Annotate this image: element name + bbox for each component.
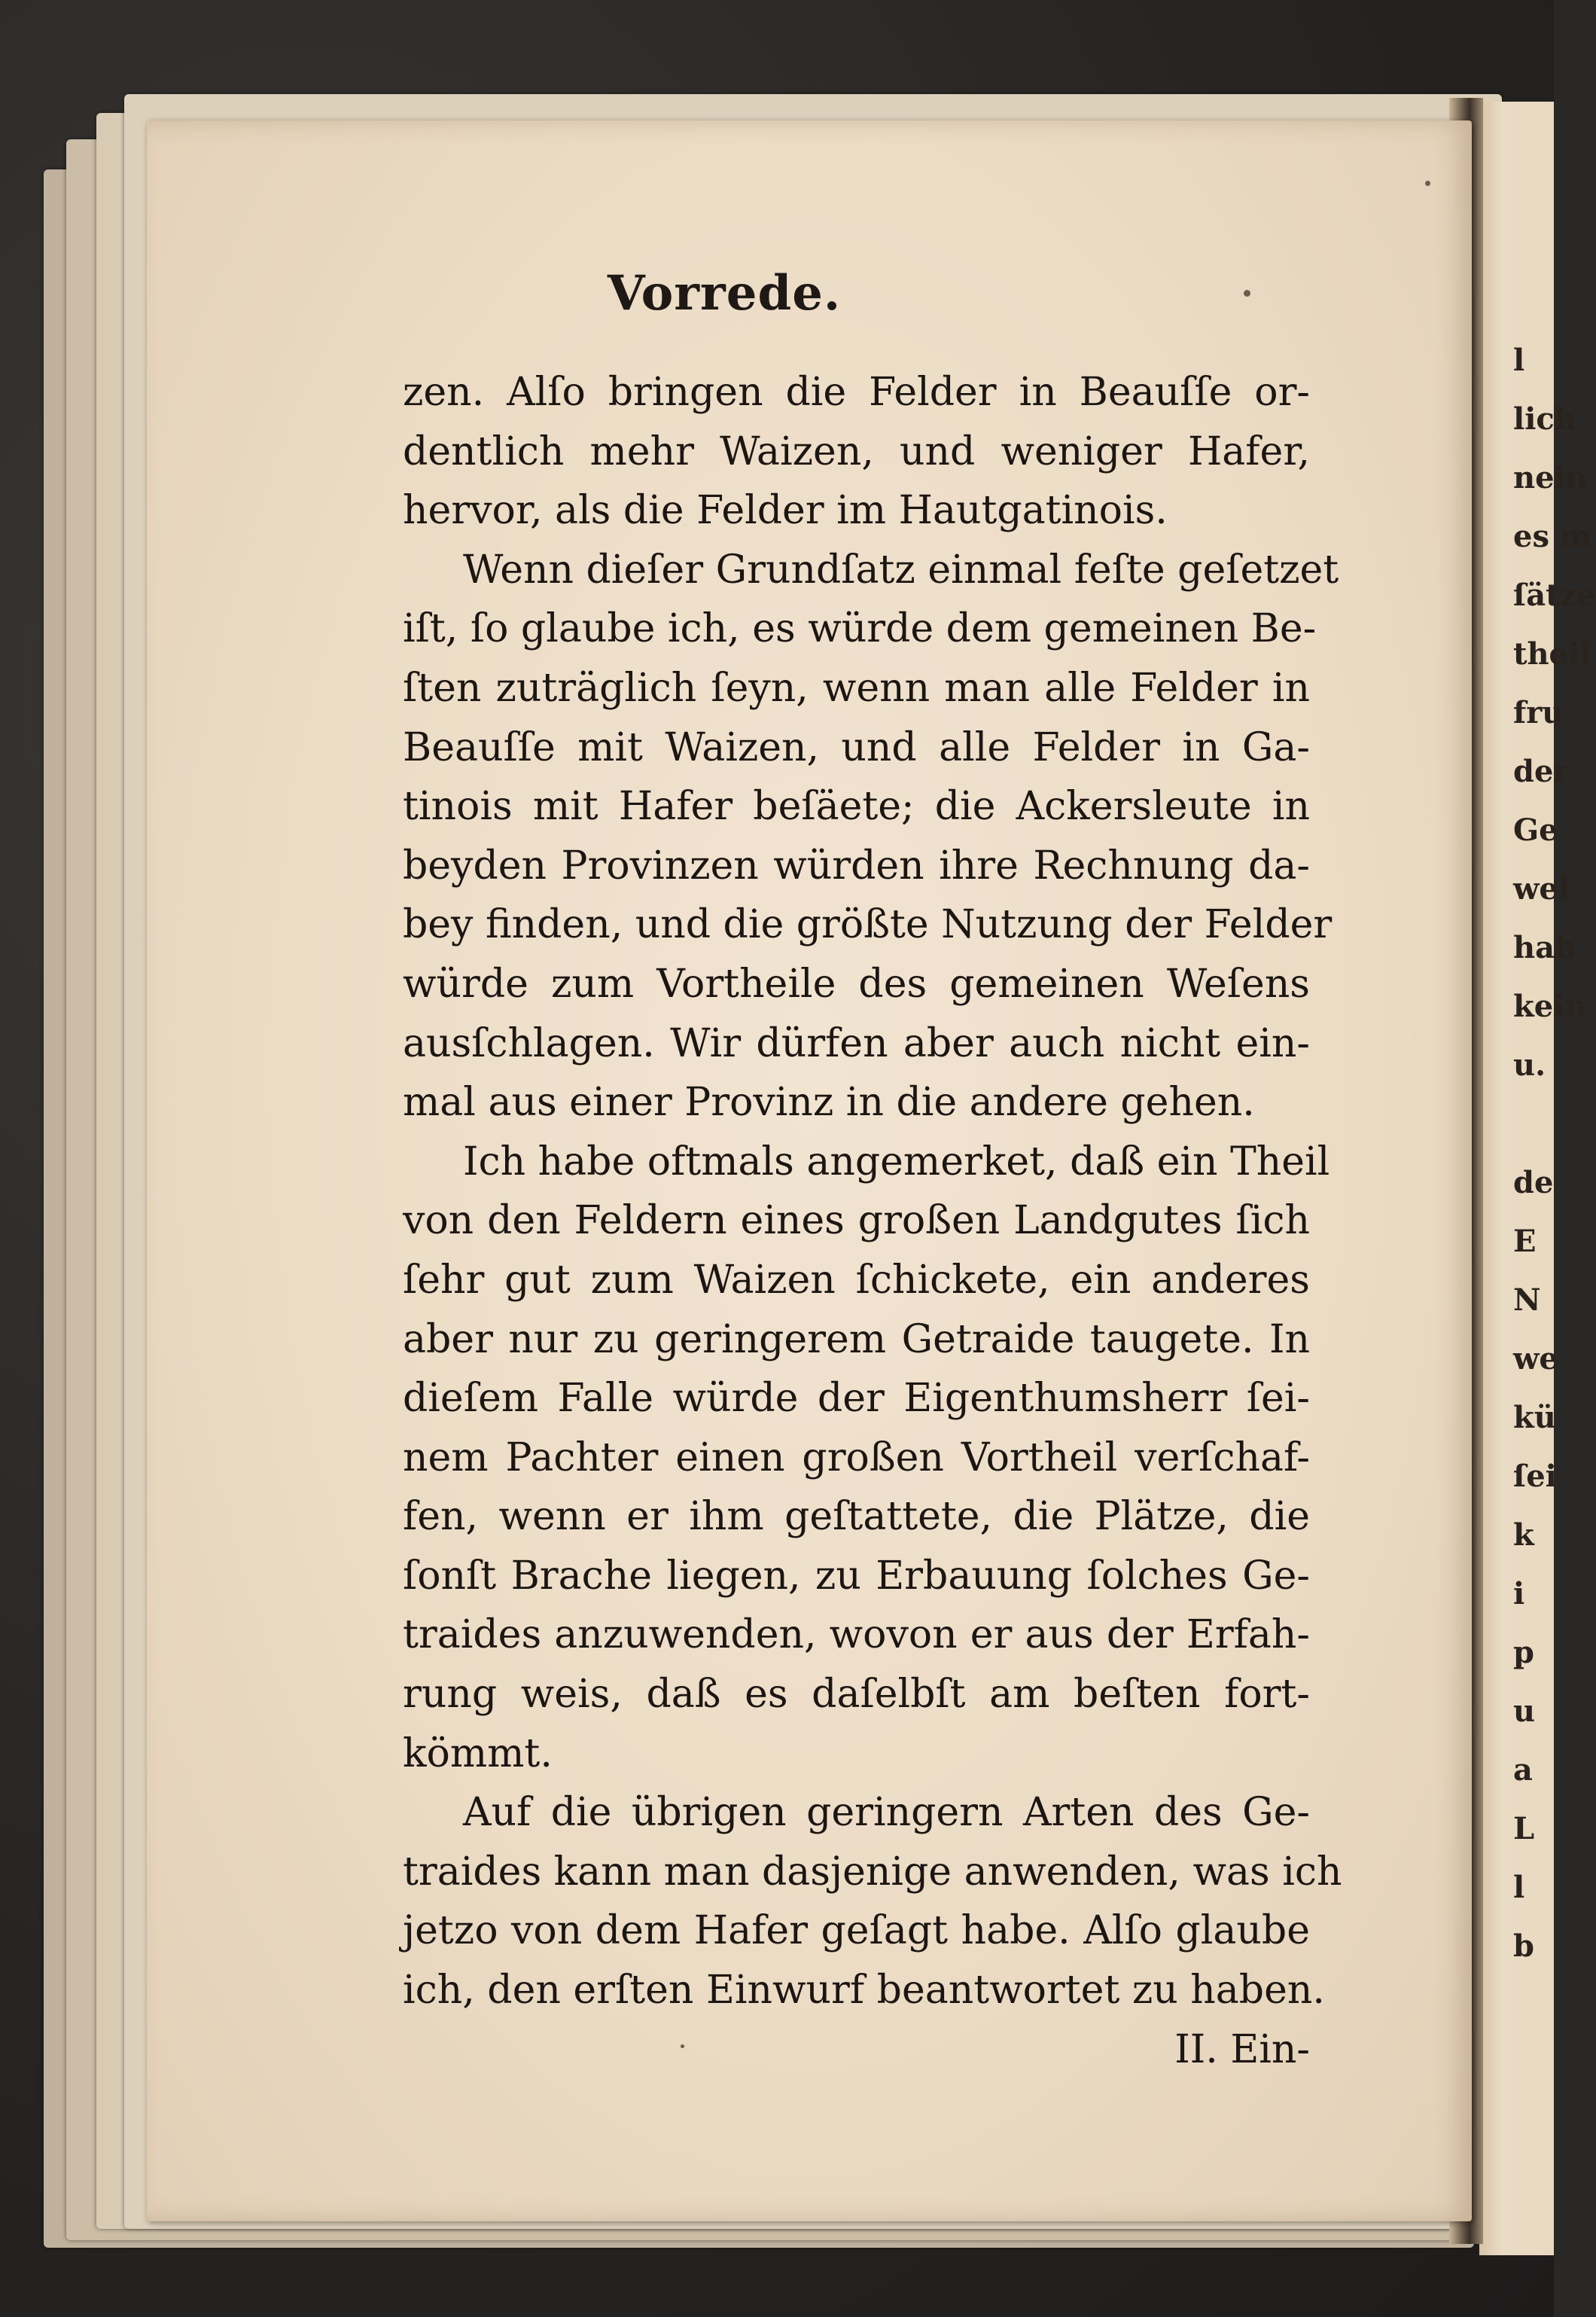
text-line: tinois mit Hafer beſäete; die Ackersleute in xyxy=(403,784,1310,830)
text-line: nem Pachter einen großen Vortheil verſchaf- xyxy=(403,1434,1310,1480)
facing-fragment: we xyxy=(1513,1341,1558,1376)
page-header: Vorrede. xyxy=(607,265,842,322)
text-line: mal aus einer Provinz in die andere gehen. xyxy=(403,1080,1255,1126)
text-line: ſten zuträglich ſeyn, wenn man alle Felder in xyxy=(403,665,1310,711)
facing-fragment: a xyxy=(1513,1752,1533,1788)
facing-fragment: u xyxy=(1513,1694,1536,1729)
facing-fragment: ſätze xyxy=(1513,578,1596,613)
facing-fragment: Ge xyxy=(1513,812,1558,848)
text-line: bey finden, und die größte Nutzung der Felder xyxy=(403,902,1333,948)
text-line: jetzo von dem Hafer geſagt habe. Alſo glaube xyxy=(403,1908,1310,1954)
facing-fragment: E xyxy=(1513,1224,1537,1259)
facing-fragment: k xyxy=(1513,1517,1534,1553)
facing-fragment xyxy=(1513,1095,1554,1154)
facing-fragment: es m xyxy=(1513,519,1592,554)
facing-fragment: l xyxy=(1513,343,1525,378)
facing-fragment: nein xyxy=(1513,460,1588,495)
facing-fragment: kü xyxy=(1513,1400,1556,1435)
text-line: iſt, ſo glaube ich, es würde dem gemeinen Be- xyxy=(403,606,1317,652)
text-line: Ich habe oftmals angemerket, daß ein Theil xyxy=(463,1139,1330,1184)
facing-fragment: de xyxy=(1513,1165,1554,1200)
facing-fragment: b xyxy=(1513,1928,1534,1964)
facing-fragment: i xyxy=(1513,1576,1525,1611)
text-line: fen, wenn er ihm geſtattete, die Plätze, die xyxy=(403,1494,1310,1540)
text-line: von den Feldern eines großen Landgutes ſich xyxy=(403,1198,1310,1244)
facing-fragment: der xyxy=(1513,754,1570,789)
text-line: rung weis, daß es daſelbſt am beſten fort- xyxy=(403,1672,1310,1718)
text-line: kömmt. xyxy=(403,1730,553,1776)
facing-fragment: N xyxy=(1513,1282,1541,1318)
catchword: II. Ein- xyxy=(1174,2026,1310,2072)
text-line: aber nur zu geringerem Getraide taugete. In xyxy=(403,1316,1310,1362)
facing-fragment: wel xyxy=(1513,871,1570,907)
facing-fragment: l xyxy=(1513,1870,1525,1905)
facing-fragment: hab xyxy=(1513,930,1576,965)
text-line: ſonſt Brache liegen, zu Erbauung ſolches Ge- xyxy=(403,1553,1310,1599)
text-line: ich, den erſten Einwurf beantwortet zu haben. xyxy=(403,1968,1325,2014)
facing-page-text xyxy=(1513,331,1596,1976)
text-line: Wenn dieſer Grundſatz einmal feſte geſetzet xyxy=(463,547,1339,593)
facing-fragment: ſei xyxy=(1513,1459,1557,1494)
text-line: beyden Provinzen würden ihre Rechnung da- xyxy=(403,843,1310,889)
facing-fragment: theil xyxy=(1513,636,1591,672)
paper-speck xyxy=(1425,181,1430,186)
page-body-text xyxy=(403,363,1342,2079)
text-line: zen. Alſo bringen die Felder in Beauſſe or- xyxy=(403,370,1310,415)
facing-fragment: kein xyxy=(1513,989,1587,1024)
text-line: hervor, als die Felder im Hautgatinois. xyxy=(403,488,1168,534)
text-line: würde zum Vortheile des gemeinen Weſens xyxy=(403,961,1310,1007)
text-line: dentlich mehr Waizen, und weniger Hafer, xyxy=(403,428,1310,474)
text-line: ausſchlagen. Wir dürfen aber auch nicht ein- xyxy=(403,1020,1310,1066)
facing-fragment: p xyxy=(1513,1635,1534,1670)
facing-fragment: u. xyxy=(1513,1047,1546,1083)
text-line: dieſem Falle würde der Eigenthumsherr ſei- xyxy=(403,1376,1310,1422)
facing-fragment: fru xyxy=(1513,695,1564,730)
text-line: Auf die übrigen geringern Arten des Ge- xyxy=(463,1790,1310,1836)
text-line: ſehr gut zum Waizen ſchickete, ein anderes xyxy=(403,1257,1310,1303)
text-line: Beauſſe mit Waizen, und alle Felder in Ga- xyxy=(403,724,1310,770)
text-line: traides kann man dasjenige anwenden, was ich xyxy=(403,1849,1342,1895)
facing-fragment: lich xyxy=(1513,401,1576,437)
text-line: traides anzuwenden, wovon er aus der Erfah- xyxy=(403,1612,1310,1658)
facing-fragment: L xyxy=(1513,1811,1535,1846)
